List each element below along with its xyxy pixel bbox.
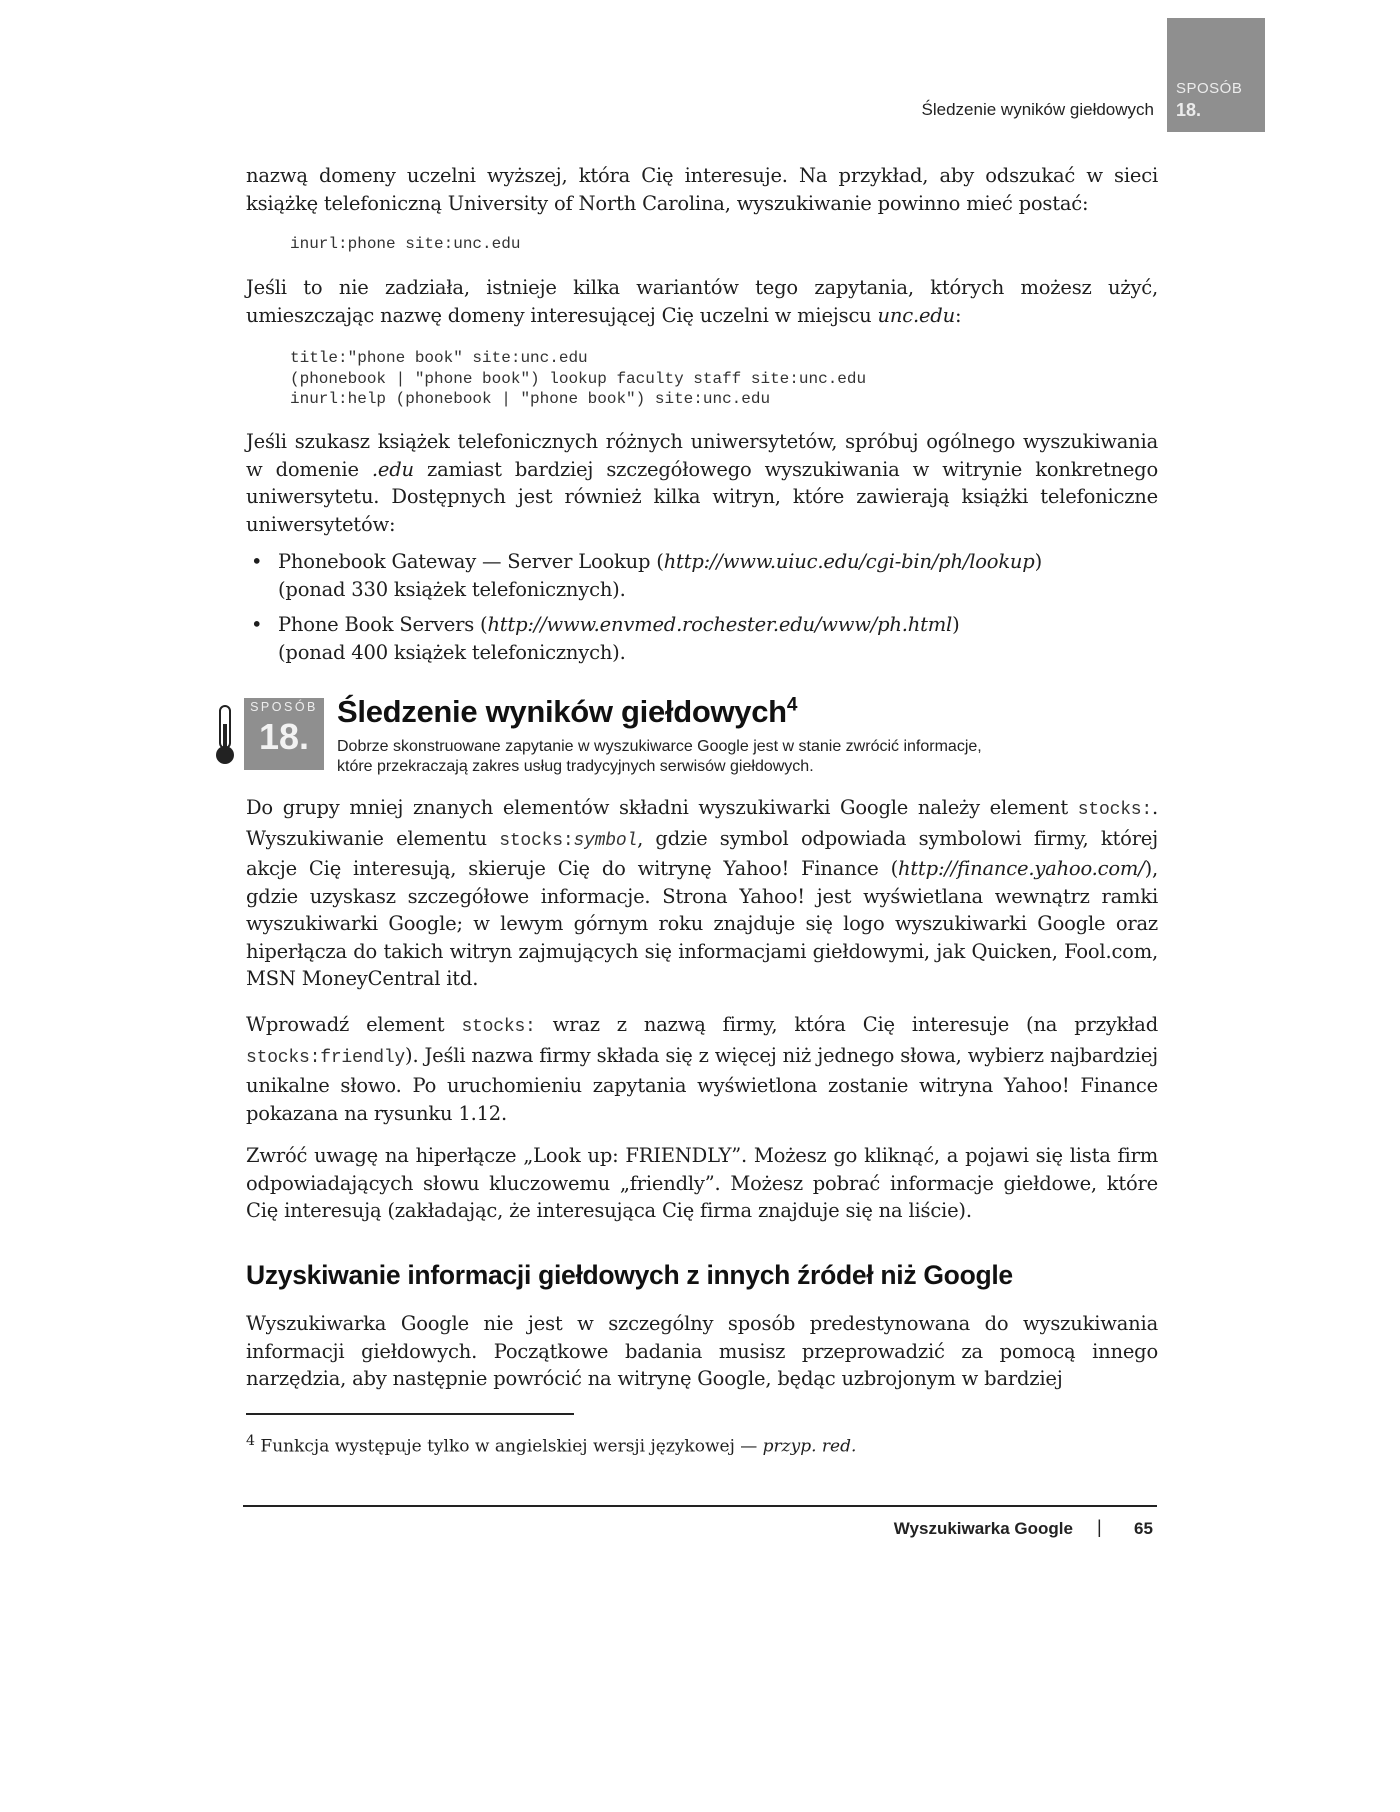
footer-divider	[243, 1505, 1157, 1507]
paragraph-look-up: Zwróć uwagę na hiperłącze „Look up: FRIENDLY”. Możesz go kliknąć, a pojawi się lista firm odpowiadających słowu kluczowemu „friendly”. Możesz pobrać informacje giełdowe, które Cię interesują (zakładając, że interesująca Cię firma znajduje się na liście).	[246, 1144, 1158, 1222]
code-line: (phonebook | "phone book") lookup faculty staff site:unc.edu	[290, 369, 867, 388]
page-number: 65	[1134, 1519, 1153, 1538]
code-block-1: inurl:phone site:unc.edu	[290, 235, 521, 253]
code-block-2	[290, 348, 866, 410]
footnote-ref: 4	[786, 694, 798, 716]
paragraph-general-search: Jeśli szukasz książek telefonicznych różnych uniwersytetów, spróbuj ogólnego wyszukiwania w domenie .edu zamiast bardziej szczegółowego wyszukiwania w witrynie konkretnego uniwersytetu. Dostępnych jest również kilka witryn, które zawierają książki telefoniczne uniwersytetów:	[246, 430, 1158, 536]
bullet-icon: •	[251, 550, 263, 573]
paragraph-variants: Jeśli to nie zadziała, istnieje kilka wariantów tego zapytania, których możesz użyć, umieszczając nazwę domeny interesującej Cię uczelni w miejscu unc.edu:	[246, 276, 1158, 327]
paragraph-stocks-syntax: Do grupy mniej znanych elementów składni wyszukiwarki Google należy element stocks:. Wyszukiwanie elementu stocks:symbol, gdzie symbol odpowiada symbolowi firmy, której akcje Cię interesują, skieruje Cię do witrynę Yahoo! Finance (http://finance.yahoo.com/), gdzie uzyskasz szczegółowe informacje. Strona Yahoo! jest wyświetlana wewnątrz ramki wyszukiwarki Google; w lewym górnym roku znajduje się logo wyszukiwarki Google oraz hiperłącza do takich witryn zajmujących się informacjami giełdowymi, jak Quicken, Fool.com, MSN MoneyCentral itd.	[246, 796, 1158, 990]
footer-book-title: Wyszukiwarka Google	[893, 1519, 1073, 1538]
hack-badge-label: SPOSÓB	[250, 700, 318, 714]
paragraph-enter-stocks: Wprowadź element stocks: wraz z nazwą firmy, która Cię interesuje (na przykład stocks:friendly). Jeśli nazwa firmy składa się z więcej niż jednego słowa, wybierz najbardziej unikalne słowo. Po uruchomieniu zapytania wyświetlona zostanie witryna Yahoo! Finance pokazana na rysunku 1.12.	[246, 1013, 1158, 1125]
section-heading: Uzyskiwanie informacji giełdowych z innych źródeł niż Google	[246, 1260, 1013, 1290]
hack-subtitle: Dobrze skonstruowane zapytanie w wyszukiwarce Google jest w stanie zwrócić informacje, które przekraczają zakres usług tradycyjnych serwisów giełdowych.	[337, 738, 982, 775]
phonebook-list	[246, 548, 1158, 674]
thermometer-icon	[214, 704, 236, 766]
footnote-number: 4	[246, 1433, 256, 1449]
link[interactable]: http://www.uiuc.edu/cgi-bin/ph/lookup	[663, 550, 1035, 573]
paragraph-other-sources: Wyszukiwarka Google nie jest w szczególny sposób predestynowana do wyszukiwania informacji giełdowych. Początkowe badania musisz przeprowadzić za pomocą innego narzędzia, aby następnie powrócić na witrynę Google, będąc uzbrojonym w bardziej	[246, 1312, 1158, 1390]
link[interactable]: http://finance.yahoo.com/	[898, 857, 1145, 880]
corner-tab-label: SPOSÓB	[1176, 80, 1243, 97]
corner-tab-number: 18.	[1176, 100, 1202, 120]
footnote-divider	[246, 1413, 574, 1415]
footer-separator: |	[1097, 1517, 1102, 1537]
footnote: $^4$ Funkcja występuje tylko w angielskiej wersji językowej — przyp. red.	[246, 1433, 857, 1457]
link[interactable]: http://www.envmed.rochester.edu/www/ph.html	[487, 613, 953, 636]
hack-title: Śledzenie wyników giełdowych$^4$	[337, 694, 798, 729]
paragraph-intro: nazwą domeny uczelni wyższej, która Cię interesuje. Na przykład, aby odszukać w sieci książkę telefoniczną University of North Carolina, wyszukiwanie powinno mieć postać:	[246, 164, 1158, 215]
list-item: • Phone Book Servers (http://www.envmed.rochester.edu/www/ph.html) (ponad 400 książek telefonicznych).	[251, 613, 960, 664]
code-line: title:"phone book" site:unc.edu	[290, 349, 588, 367]
bullet-icon: •	[251, 613, 263, 636]
list-item: • Phonebook Gateway — Server Lookup (http://www.uiuc.edu/cgi-bin/ph/lookup) (ponad 330 książek telefonicznych).	[251, 550, 1042, 601]
hack-badge-number: 18.	[258, 716, 310, 757]
running-head: Śledzenie wyników giełdowych	[921, 100, 1154, 119]
code-line: inurl:help (phonebook | "phone book") site:unc.edu	[290, 390, 771, 408]
